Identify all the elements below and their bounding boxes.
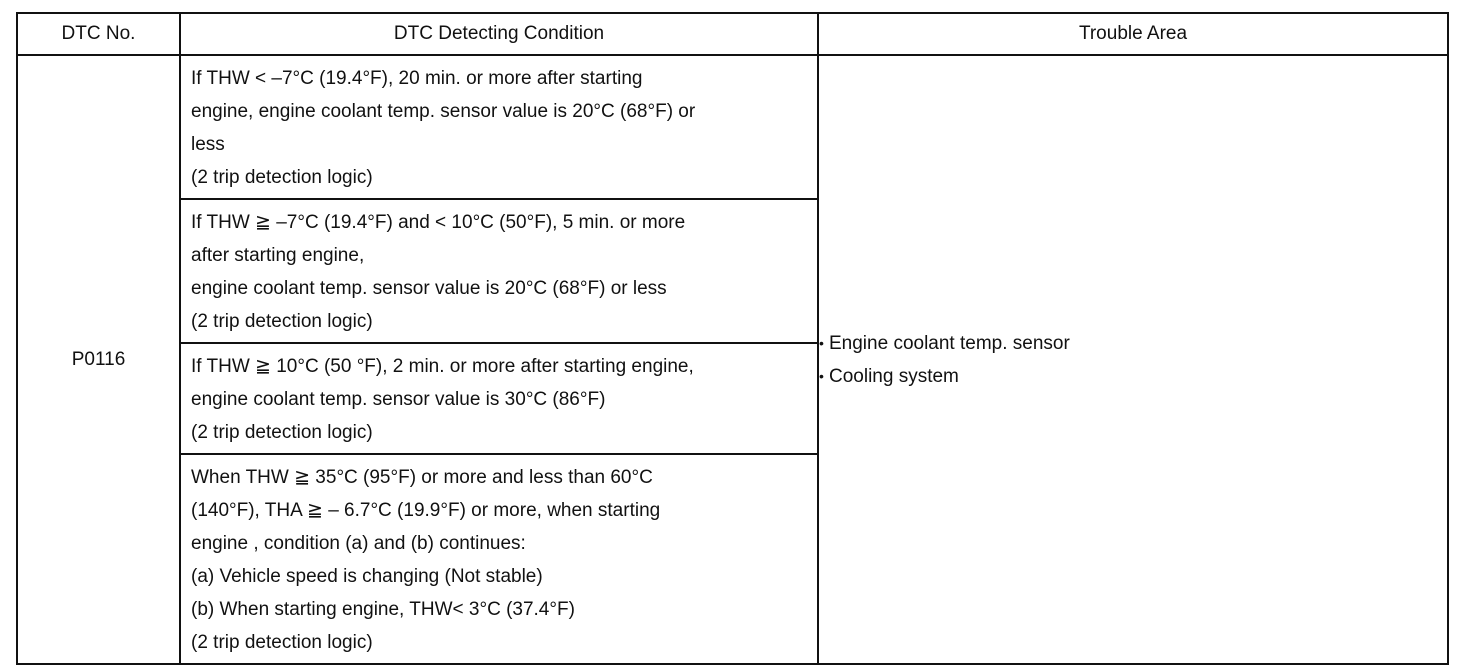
header-trouble-area: Trouble Area — [818, 13, 1448, 55]
condition-line: after starting engine, — [191, 245, 365, 266]
condition-line: When THW ≧ 35°C (95°F) or more and less than 60°C — [191, 467, 653, 488]
condition-line: If THW ≧ 10°C (50 °F), 2 min. or more after starting engine, — [191, 356, 694, 377]
condition-block-2 — [181, 200, 817, 344]
condition-line: (2 trip detection logic) — [191, 167, 373, 188]
condition-block-1 — [181, 56, 817, 200]
condition-line: (140°F), THA ≧ – 6.7°C (19.9°F) or more, when starting — [191, 500, 661, 521]
condition-line: engine coolant temp. sensor value is 20°C (68°F) or less — [191, 278, 667, 299]
condition-line: (b) When starting engine, THW< 3°C (37.4°F) — [191, 599, 575, 620]
condition-line: (2 trip detection logic) — [191, 422, 373, 443]
condition-line: (2 trip detection logic) — [191, 632, 373, 653]
condition-line: (2 trip detection logic) — [191, 311, 373, 332]
header-row — [17, 13, 1448, 55]
dtc-table — [16, 12, 1449, 665]
condition-line: If THW < –7°C (19.4°F), 20 min. or more after starting — [191, 68, 643, 89]
condition-line: engine, engine coolant temp. sensor value is 20°C (68°F) or — [191, 101, 696, 122]
trouble-area-label: Cooling system — [829, 365, 959, 387]
condition-line: engine , condition (a) and (b) continues: — [191, 533, 526, 554]
trouble-area-label: Engine coolant temp. sensor — [829, 332, 1070, 354]
condition-block-4 — [181, 455, 817, 663]
condition-block-3 — [181, 344, 817, 455]
header-dtc-no: DTC No. — [17, 13, 180, 55]
trouble-area-item — [819, 327, 1447, 360]
bullet-icon: • — [819, 367, 824, 384]
trouble-area-cell — [818, 55, 1448, 664]
trouble-area-item — [819, 360, 1447, 393]
condition-line: less — [191, 134, 225, 155]
condition-cell — [180, 55, 818, 664]
dtc-code-cell: P0116 — [17, 55, 180, 664]
condition-line: (a) Vehicle speed is changing (Not stable) — [191, 566, 543, 587]
bullet-icon: • — [819, 334, 824, 351]
header-condition: DTC Detecting Condition — [180, 13, 818, 55]
table-row — [17, 55, 1448, 664]
condition-line: If THW ≧ –7°C (19.4°F) and < 10°C (50°F), 5 min. or more — [191, 212, 686, 233]
condition-line: engine coolant temp. sensor value is 30°C (86°F) — [191, 389, 606, 410]
